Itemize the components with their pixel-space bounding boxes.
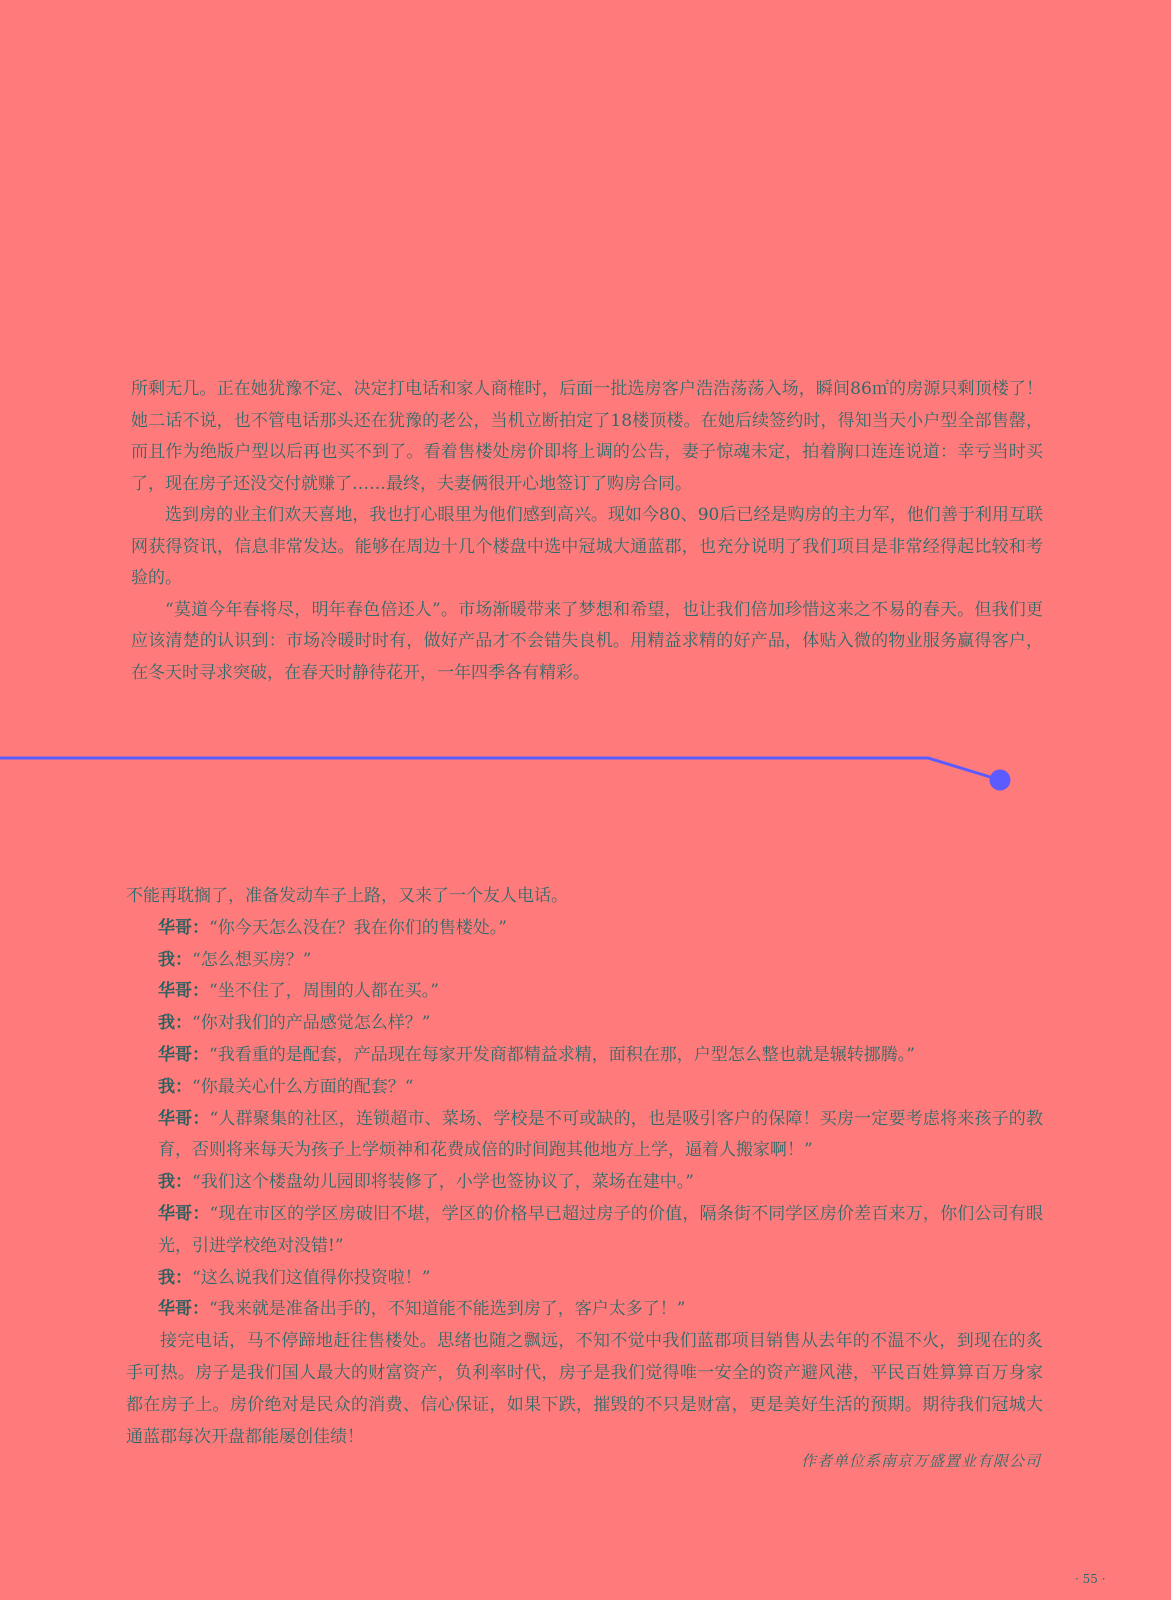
dialogue-text: “我来就是准备出手的，不知道能不能选到房了，客户太多了！” xyxy=(209,1299,686,1320)
dialogue-line xyxy=(126,945,1043,977)
dialogue-speaker: 我： xyxy=(158,949,192,970)
dialogue-line xyxy=(126,1104,1043,1168)
divider-stroke xyxy=(0,758,1000,780)
dialogue-line xyxy=(126,1294,1043,1326)
dialogue-speaker: 我： xyxy=(158,1013,192,1034)
intro-paragraph: 不能再耽搁了，准备发动车子上路，又来了一个友人电话。 xyxy=(126,886,568,906)
dialogue-speaker: 我： xyxy=(158,1076,192,1097)
dialogue-speaker: 我： xyxy=(158,1172,192,1193)
article-top-section xyxy=(131,374,1043,689)
dialogue-line xyxy=(126,1167,1043,1199)
dialogue-text: “现在市区的学区房破旧不堪，学区的价格早已超过房子的价值，隔条街不同学区房价差百来万，你们公司有眼光，引进学校绝对没错!” xyxy=(158,1203,1043,1256)
dialogue-text: “人群聚集的社区，连锁超市、菜场、学校是不可或缺的，也是吸引客户的保障！买房一定要考虑将来孩子的教育，否则将来每天为孩子上学烦神和花费成倍的时间跑其他地方上学，逼着人搬家啊！” xyxy=(158,1108,1043,1161)
dialogue-line xyxy=(126,1040,1043,1072)
dialogue-speaker: 华哥： xyxy=(158,981,209,1002)
dialogue-speaker: 我： xyxy=(158,1267,192,1288)
dialogue-text: “我们这个楼盘幼儿园即将装修了，小学也签协议了，菜场在建中。” xyxy=(192,1172,694,1193)
dialogue-line xyxy=(126,976,1043,1008)
author-affiliation: 作者单位系南京万盛置业有限公司 xyxy=(800,1452,1041,1470)
dialogue-list xyxy=(126,913,1043,1326)
dialogue-text: “你对我们的产品感觉怎么样？” xyxy=(192,1013,431,1034)
dialogue-text: “我看重的是配套，产品现在每家开发商都精益求精，面积在那，户型怎么整也就是辗转挪腾。” xyxy=(209,1044,915,1065)
dialogue-speaker: 华哥： xyxy=(158,1203,210,1224)
article-bottom-section xyxy=(126,881,1043,1453)
dialogue-line xyxy=(126,1072,1043,1104)
dialogue-speaker: 华哥： xyxy=(158,917,209,938)
dialogue-line xyxy=(126,1199,1043,1263)
dialogue-speaker: 华哥： xyxy=(158,1299,209,1320)
paragraph: 所剩无几。正在她犹豫不定、决定打电话和家人商榷时，后面一批选房客户浩浩荡荡入场，瞬间86㎡的房源只剩顶楼了！她二话不说，也不管电话那头还在犹豫的老公，当机立断拍定了18楼顶楼。在她后续签约时，得知当天小户型全部售罄，而且作为绝版户型以后再也买不到了。看着售楼处房价即将上调的公告，妻子惊魂未定，拍着胸口连连说道：幸亏当时买了，现在房子还没交付就赚了……最终，夫妻俩很开心地签订了购房合同。 xyxy=(131,379,1043,494)
dialogue-speaker: 华哥： xyxy=(158,1108,210,1129)
dialogue-text: “你今天怎么没在？我在你们的售楼处。” xyxy=(209,917,507,938)
paragraph: 选到房的业主们欢天喜地，我也打心眼里为他们感到高兴。现如今80、90后已经是购房的主力军，他们善于利用互联网获得资讯，信息非常发达。能够在周边十几个楼盘中选中冠城大通蓝郡，也充分说明了我们项目是非常经得起比较和考验的。 xyxy=(131,505,1043,588)
dialogue-line xyxy=(126,913,1043,945)
dialogue-text: “坐不住了，周围的人都在买。” xyxy=(209,981,439,1002)
dialogue-line xyxy=(126,1263,1043,1295)
paragraph: “莫道今年春将尽，明年春色倍还人”。市场渐暖带来了梦想和希望，也让我们倍加珍惜这来之不易的春天。但我们更应该清楚的认识到：市场冷暖时时有，做好产品才不会错失良机。用精益求精的好产品，体贴入微的物业服务赢得客户，在冬天时寻求突破，在春天时静待花开，一年四季各有精彩。 xyxy=(131,599,1043,683)
dialogue-line xyxy=(126,1008,1043,1040)
dialogue-text: “这么说我们这值得你投资啦！” xyxy=(192,1267,431,1288)
page-number: · 55 · xyxy=(1075,1572,1106,1586)
closing-paragraph: 接完电话，马不停蹄地赶往售楼处。思绪也随之飘远，不知不觉中我们蓝郡项目销售从去年的不温不火，到现在的炙手可热。房子是我们国人最大的财富资产，负利率时代，房子是我们觉得唯一安全的资产避风港，平民百姓算算百万身家都在房子上。房价绝对是民众的消费、信心保证，如果下跌，摧毁的不只是财富，更是美好生活的预期。期待我们冠城大通蓝郡每次开盘都能屡创佳绩！ xyxy=(126,1331,1043,1447)
divider-dot-icon xyxy=(990,770,1011,791)
dialogue-text: “怎么想买房？” xyxy=(192,949,312,970)
dialogue-speaker: 华哥： xyxy=(158,1044,209,1065)
dialogue-text: “你最关心什么方面的配套？“ xyxy=(192,1076,414,1097)
